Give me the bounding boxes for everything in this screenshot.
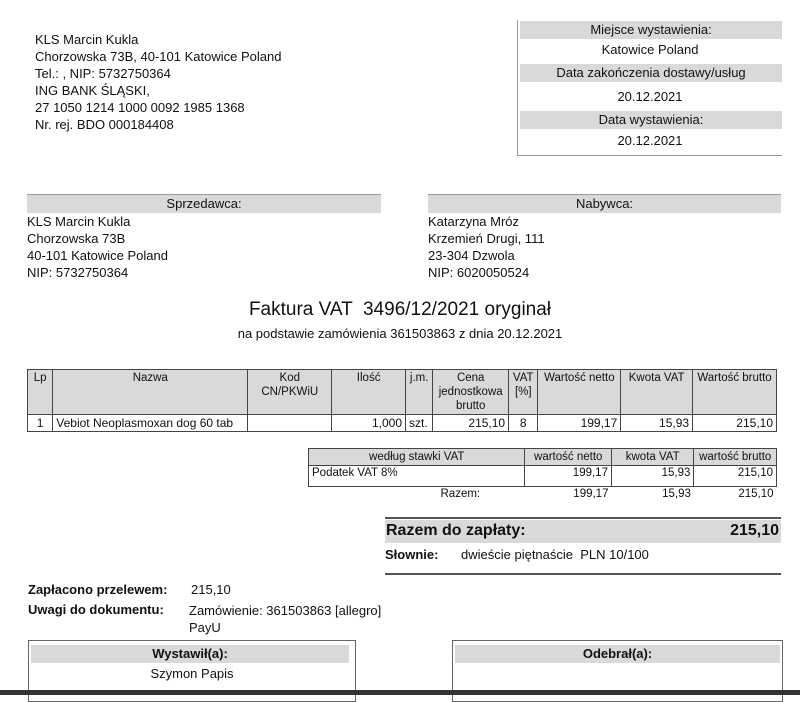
col-vat-amount: Kwota VAT	[621, 370, 693, 415]
col-code: Kod CN/PKWiU	[248, 370, 332, 415]
buyer-line: Katarzyna Mróz	[428, 214, 520, 229]
place-value: Katowice Poland	[601, 42, 699, 57]
cell-unit: szt.	[406, 415, 433, 432]
vat-summary-table	[308, 448, 777, 501]
words-label: Słownie:	[385, 547, 439, 562]
total-gross: 215,10	[738, 488, 774, 500]
place-label: Miejsce wystawienia:	[520, 21, 782, 39]
received-by-label: Odebrał(a):	[455, 645, 780, 663]
col-rate: według stawki VAT	[309, 449, 525, 466]
total-net: 199,17	[573, 488, 609, 500]
col-price: Cena jednostkowa brutto	[433, 370, 509, 415]
issuer-bdo: Nr. rej. BDO 000184408	[35, 117, 174, 132]
buyer-line: Krzemień Drugi, 111	[428, 231, 545, 246]
buyer-line: 23-304 Dzwola	[428, 248, 515, 263]
issuer-bank: ING BANK ŚLĄSKI,	[35, 83, 150, 98]
col-unit: j.m.	[406, 370, 433, 415]
total-due-label: Razem do zapłaty:	[386, 522, 526, 539]
col-gross: Wartość brutto	[693, 370, 777, 415]
delivery-date-label: Data zakończenia dostawy/usług	[520, 64, 782, 82]
col-net: wartość netto	[525, 449, 612, 466]
cell-rate: Podatek VAT 8%	[309, 466, 525, 487]
total-label: Razem:	[440, 488, 481, 500]
col-net: Wartość netto	[538, 370, 621, 415]
notes-line: Zamówienie: 361503863 [allegro]	[189, 603, 382, 618]
invoice-title: Faktura VAT 3496/12/2021 oryginał	[248, 299, 552, 320]
total-vat: 15,93	[662, 488, 691, 500]
notes-line: PayU	[189, 620, 221, 635]
seller-box	[27, 194, 381, 280]
seller-line: Chorzowska 73B	[27, 231, 126, 246]
col-gross: wartość brutto	[694, 449, 777, 466]
cell-code	[248, 415, 332, 432]
issuer-name: KLS Marcin Kukla	[35, 32, 139, 47]
invoice-subtitle: na podstawie zamówienia 361503863 z dnia 20.12.2021	[237, 326, 563, 341]
cell-net: 199,17	[525, 466, 612, 487]
buyer-line: NIP: 6020050524	[428, 265, 530, 280]
total-box	[385, 517, 781, 575]
col-vat: kwota VAT	[611, 449, 693, 466]
cell-vat-amount: 15,93	[621, 415, 693, 432]
seller-line: KLS Marcin Kukla	[27, 214, 131, 229]
cell-vat: 15,93	[611, 466, 693, 487]
cell-gross: 215,10	[693, 415, 777, 432]
issue-date-value: 20.12.2021	[617, 133, 683, 148]
issuer-account: 27 1050 1214 1000 0092 1985 1368	[35, 100, 245, 115]
seller-label: Sprzedawca:	[27, 195, 381, 213]
words-value: dwieście piętnaście PLN 10/100	[461, 547, 649, 562]
payment-value: 215,10	[191, 582, 231, 597]
cell-qty: 1,000	[332, 415, 406, 432]
table-row	[309, 466, 777, 487]
cell-price: 215,10	[433, 415, 509, 432]
cell-vat: 8	[509, 415, 538, 432]
cell-lp: 1	[28, 415, 53, 432]
issuer-block	[35, 31, 281, 133]
notes-label: Uwagi do dokumentu:	[28, 602, 164, 617]
col-qty: Ilość	[332, 370, 406, 415]
col-lp: Lp	[28, 370, 53, 415]
cell-name: Vebiot Neoplasmoxan dog 60 tab	[53, 415, 248, 432]
payment-label: Zapłacono przelewem:	[28, 582, 168, 597]
buyer-label: Nabywca:	[428, 195, 781, 213]
meta-box	[517, 20, 782, 156]
seller-line: NIP: 5732750364	[27, 265, 129, 280]
issue-date-label: Data wystawienia:	[520, 111, 782, 129]
seller-line: 40-101 Katowice Poland	[27, 248, 168, 263]
buyer-box	[428, 194, 781, 280]
cell-gross: 215,10	[694, 466, 777, 487]
col-name: Nazwa	[53, 370, 248, 415]
issuer-address: Chorzowska 73B, 40-101 Katowice Poland	[35, 49, 282, 64]
issuer-tax: Tel.: , NIP: 5732750364	[35, 66, 171, 81]
bottom-bar	[0, 690, 800, 695]
delivery-date-value: 20.12.2021	[617, 89, 683, 104]
total-row	[309, 487, 777, 502]
col-vat: VAT [%]	[509, 370, 538, 415]
issued-by-value: Szymon Papis	[150, 666, 234, 681]
table-row	[28, 415, 777, 432]
cell-net: 199,17	[538, 415, 621, 432]
issued-by-label: Wystawił(a):	[31, 645, 349, 663]
total-due-value: 215,10	[730, 522, 779, 539]
items-table	[27, 369, 777, 432]
